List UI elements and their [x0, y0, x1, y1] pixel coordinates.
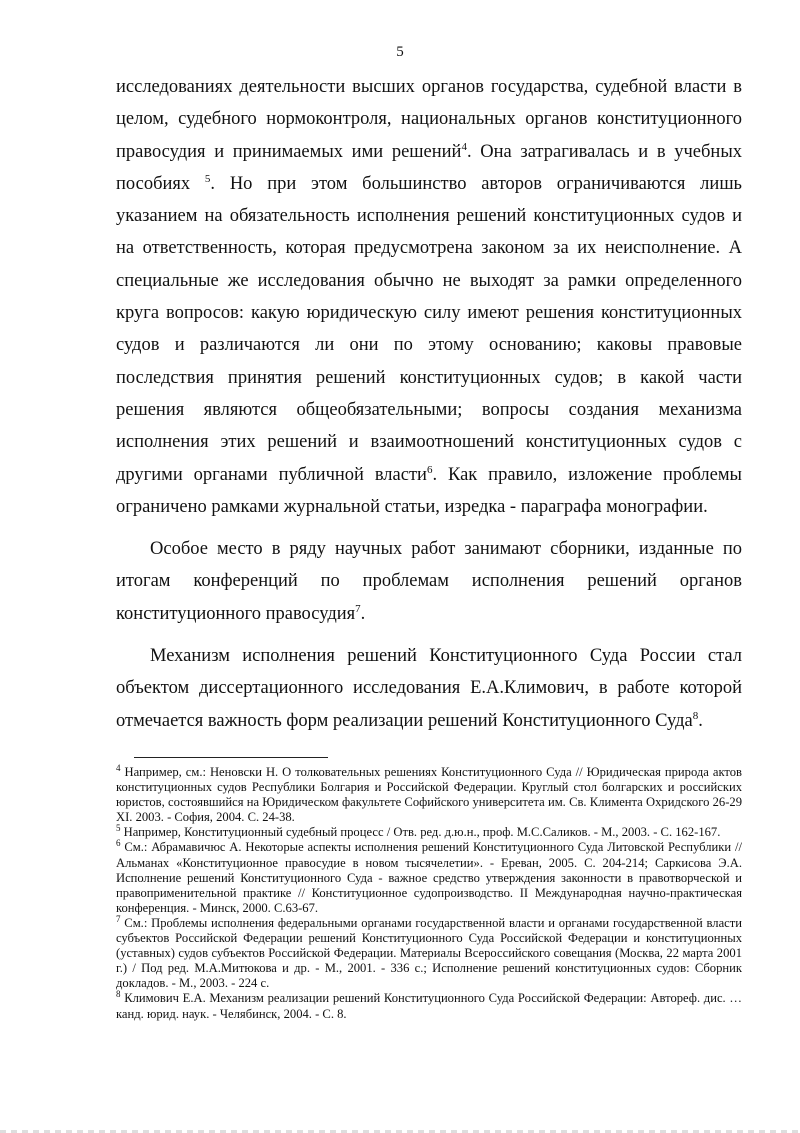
footnotes: [116, 762, 742, 1022]
footnote-number: 7: [116, 913, 121, 924]
footnote-text: См.: Проблемы исполнения федеральными органами государственной власти и органами государственной власти субъектов Российской Федерации решений Конституционного Суда Российской Федерации и конституционных (уставных) судов субъектов Российской Федерации. Материалы Всероссийского совещания (Москва, 22 марта 2001 г.) / Под ред. М.А.Митюкова и др. - М., 2001. - 336 с.; Исполнение решений конституционных судов: Сборник докладов. - М., 2003. - 224 с.: [116, 915, 742, 991]
footnote-text: См.: Абрамавичюс А. Некоторые аспекты исполнения решений Конституционного Суда Литовской Республики // Альманах «Конституционное правосудие в новом тысячелетии». - Ереван, 2005. С. 204-214; Саркисова Э.А. Исполнение решений Конституционного Суда - важное средство утверждения законности в правотворческой и правоприменительной практике // Конституционное судопроизводство. II Международная научно-практическая конференция. - Минск, 2000. С.63-67.: [116, 840, 742, 915]
footnote-text: Например, Конституционный судебный процесс / Отв. ред. д.ю.н., проф. М.С.Саликов. - М., 2003. - С. 162-167.: [120, 825, 721, 840]
footnote-ref: 4: [461, 140, 467, 153]
paragraph-text: исследованиях деятельности высших органов государства, судебной власти в целом, судебного нормоконтроля, национальных органов конституционного правосудия и принимаемых ими решений: [116, 77, 742, 162]
paragraph: [116, 71, 742, 523]
footnote-ref: 6: [426, 463, 433, 476]
paragraph-text: .: [360, 603, 366, 624]
paragraph-text: Особое место в ряду научных работ занимают сборники, изданные по итогам конференций по проблемам исполнения решений органов конституционного правосудия: [116, 539, 742, 624]
footnote-ref: 8: [692, 709, 699, 722]
footnote-number: 5: [116, 823, 121, 834]
page-number: 5: [396, 44, 404, 60]
paragraph-text: Механизм исполнения решений Конституционного Суда России стал объектом диссертационного исследования Е.А.Климович, в работе которой отмечается важность форм реализации решений Конституционного Суда: [116, 646, 742, 731]
paragraph-text: .: [698, 710, 703, 731]
footnote: [116, 913, 742, 991]
paragraph-text: . Она затрагивалась и в учебных пособиях: [116, 141, 743, 194]
footnote: [116, 762, 742, 825]
footnote-text: Климович Е.А. Механизм реализации решений Конституционного Суда Российской Федерации: Автореф. дис. … канд. юрид. наук. - Челябинск, 2004. - С. 8.: [116, 991, 742, 1021]
footnote-ref: 5: [204, 172, 211, 185]
footnote: [116, 825, 742, 840]
footnote-separator: [134, 757, 328, 758]
footnote-number: 4: [116, 762, 121, 773]
footnote: [116, 840, 742, 915]
footnote-number: 6: [116, 838, 121, 849]
footnote: [116, 991, 742, 1021]
main-text: [116, 71, 742, 737]
paragraph-text: . Как правило, изложение проблемы ограничено рамками журнальной статьи, изредка - параграфа монографии.: [116, 464, 742, 517]
footnote-text: Например, см.: Неновски Н. О толковательных решениях Конституционного Суда // Юридическая природа актов конституционных судов Республики Болгария и Российской Федерации. Круглый стол болгарских и российских юристов, состоявшийся на Юридическом факультете Софийского университета им. Св. Климента Охридского 26-29 XI. 2003. - София, 2004. С. 24-38.: [116, 765, 742, 825]
paragraph: [116, 533, 742, 630]
paragraph: [116, 640, 742, 737]
paragraph-text: . Но при этом большинство авторов ограничиваются лишь указанием на обязательность исполнения решений конституционных судов и на ответственность, которая предусмотрена законом за их неисполнение. А специальные же исследования обычно не выходят за рамки определенного круга вопросов: какую юридическую силу имеют решения конституционных судов и различаются ли они по этому основанию; каковы правовые последствия принятия решений конституционных судов; в какой части решения являются общеобязательными; вопросы создания механизма исполнения этих решений и взаимоотношений конституционных судов с другими органами публичной власти: [116, 173, 742, 485]
footnote-number: 8: [116, 989, 121, 1000]
footnote-ref: 7: [355, 602, 361, 615]
